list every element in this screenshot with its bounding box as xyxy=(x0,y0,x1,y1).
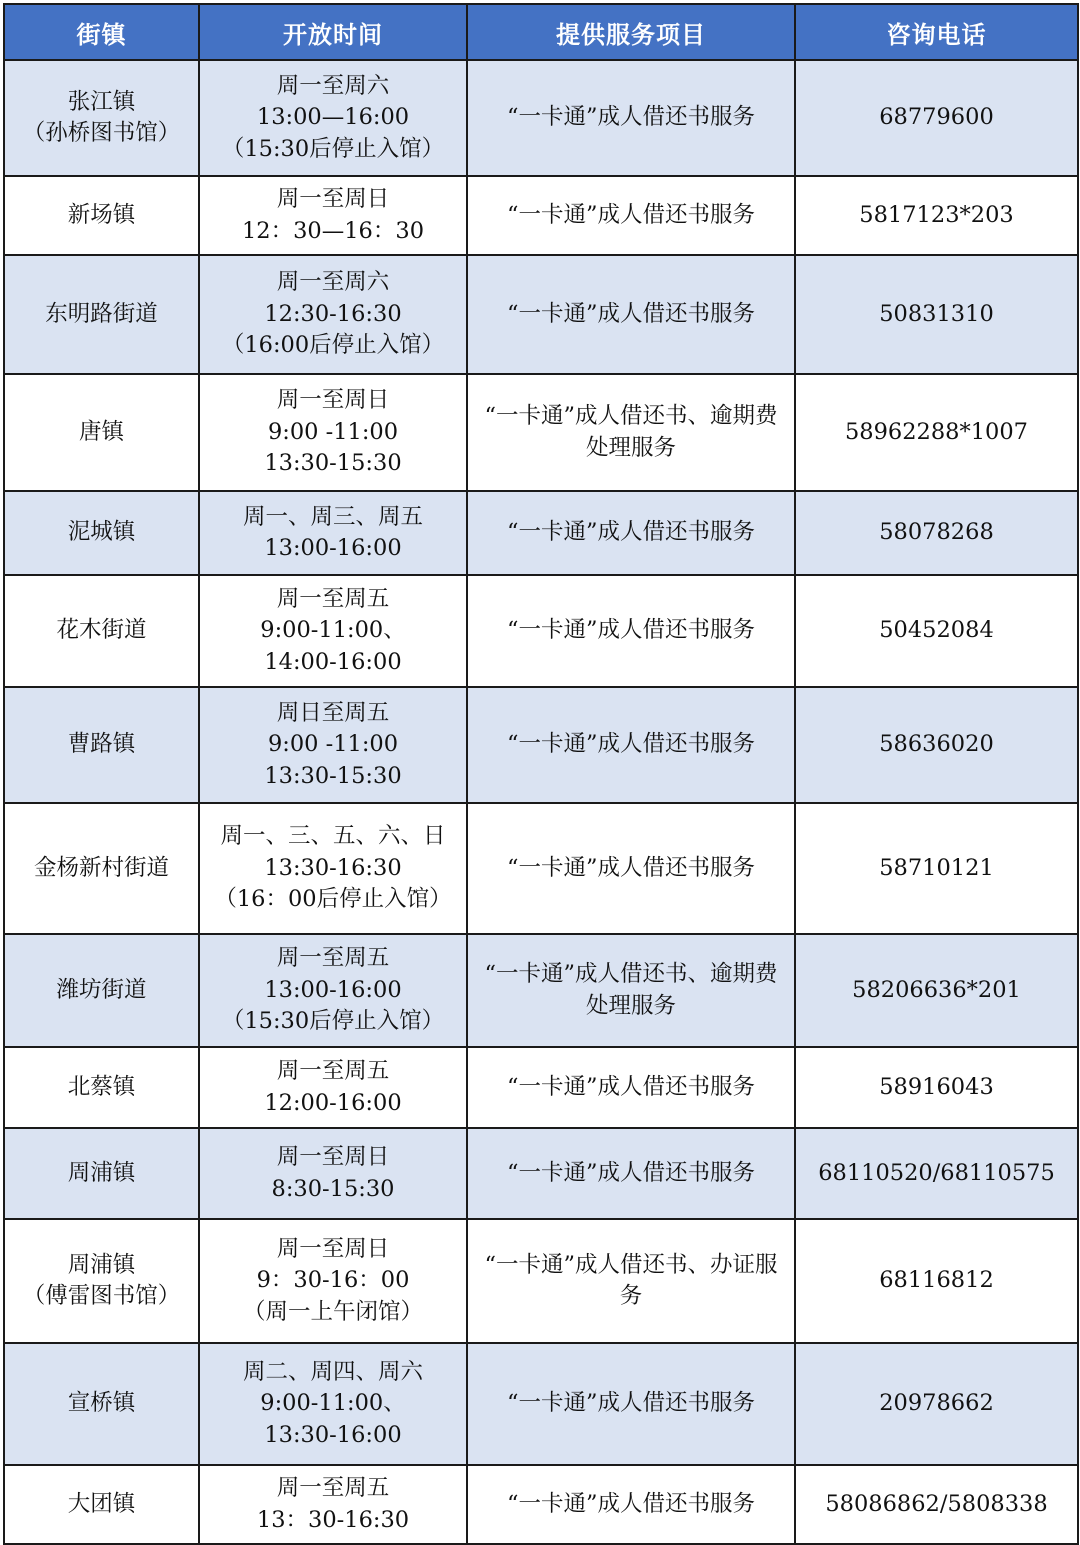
cell-service xyxy=(467,1465,795,1544)
town-line: （傅雷图书馆） xyxy=(22,1283,181,1309)
service-text: “一卡通”成人借还书服务 xyxy=(506,1159,755,1186)
cell-town xyxy=(4,687,199,803)
cell-town xyxy=(4,176,199,255)
cell-town xyxy=(4,803,199,934)
hours-line: 8:30-15:30 xyxy=(271,1175,395,1202)
library-hours-table-container xyxy=(3,3,1077,1545)
hours-line: 13:30-15:30 xyxy=(264,450,402,477)
table-row xyxy=(4,687,1078,803)
phone-number: 50831310 xyxy=(879,300,994,327)
town-line: 大团镇 xyxy=(67,1490,136,1517)
cell-town xyxy=(4,575,199,687)
service-text: “一卡通”成人借还书服务 xyxy=(506,1390,755,1417)
cell-phone xyxy=(795,803,1078,934)
cell-hours xyxy=(199,687,467,803)
service-text: “一卡通”成人借还书服务 xyxy=(506,104,755,131)
phone-number: 5817123*203 xyxy=(859,201,1014,228)
table-row xyxy=(4,1465,1078,1544)
cell-phone xyxy=(795,1219,1078,1343)
table-row xyxy=(4,1343,1078,1465)
hours-line: 9:00-11:00、 xyxy=(260,617,406,644)
cell-hours xyxy=(199,491,467,575)
phone-number: 58078268 xyxy=(879,519,994,546)
service-text: “一卡通”成人借还书服务 xyxy=(506,854,755,881)
town-line: 花木街道 xyxy=(56,617,147,644)
library-hours-table xyxy=(3,3,1079,1545)
cell-phone xyxy=(795,1343,1078,1465)
header-hours: 开放时间 xyxy=(199,4,467,60)
hours-line: 14:00-16:00 xyxy=(264,648,402,675)
hours-line: 周一至周五 xyxy=(276,585,390,612)
hours-line: 周一至周日 xyxy=(276,186,390,212)
phone-number: 58962288*1007 xyxy=(844,418,1029,445)
cell-town xyxy=(4,1465,199,1544)
phone-number: 58636020 xyxy=(879,731,994,758)
table-body xyxy=(4,60,1078,1544)
hours-line: （16:00后停止入馆） xyxy=(221,332,445,359)
cell-service xyxy=(467,1343,795,1465)
hours-line: 周一、三、五、六、日 xyxy=(220,823,446,850)
hours-line: 周一至周五 xyxy=(276,1058,390,1084)
hours-line: 周一至周日 xyxy=(276,1235,390,1262)
table-row xyxy=(4,491,1078,575)
table-header-row xyxy=(4,4,1078,60)
cell-hours xyxy=(199,575,467,687)
hours-line: 周一至周六 xyxy=(276,72,390,99)
hours-line: 13：30-16:30 xyxy=(256,1506,410,1533)
cell-service xyxy=(467,491,795,575)
cell-town xyxy=(4,60,199,176)
hours-line: 周一至周五 xyxy=(276,1475,390,1501)
cell-town xyxy=(4,1128,199,1219)
cell-town xyxy=(4,491,199,575)
hours-line: （15:30后停止入馆） xyxy=(221,1008,445,1035)
town-line: 金杨新村街道 xyxy=(33,854,169,881)
hours-line: 12:30-16:30 xyxy=(264,300,402,327)
service-text: “一卡通”成人借还书、逾期费处理服务 xyxy=(484,403,778,461)
town-line: 新场镇 xyxy=(67,201,136,228)
service-text: “一卡通”成人借还书、逾期费处理服务 xyxy=(484,961,778,1019)
cell-hours xyxy=(199,1128,467,1219)
hours-line: 13:30-15:30 xyxy=(264,762,402,789)
service-text: “一卡通”成人借还书服务 xyxy=(506,300,755,327)
cell-town xyxy=(4,255,199,374)
table-row xyxy=(4,934,1078,1047)
cell-hours xyxy=(199,1047,467,1128)
cell-hours xyxy=(199,1465,467,1544)
cell-service xyxy=(467,176,795,255)
cell-phone xyxy=(795,60,1078,176)
cell-hours xyxy=(199,1343,467,1465)
hours-line: 周一至周五 xyxy=(276,945,390,972)
cell-town xyxy=(4,374,199,491)
header-town: 街镇 xyxy=(4,4,199,60)
cell-phone xyxy=(795,176,1078,255)
hours-line: 9：30-16：00 xyxy=(256,1267,410,1294)
town-line: 曹路镇 xyxy=(67,731,136,758)
cell-service xyxy=(467,1219,795,1343)
hours-line: 12:00-16:00 xyxy=(264,1089,402,1116)
phone-number: 58916043 xyxy=(879,1073,994,1100)
table-row xyxy=(4,60,1078,176)
hours-line: 周日至周五 xyxy=(276,699,390,726)
town-line: 周浦镇 xyxy=(67,1251,136,1278)
table-row xyxy=(4,1219,1078,1343)
cell-phone xyxy=(795,1465,1078,1544)
service-text: “一卡通”成人借还书服务 xyxy=(506,731,755,758)
cell-town xyxy=(4,1219,199,1343)
table-row xyxy=(4,575,1078,687)
cell-phone xyxy=(795,374,1078,491)
hours-line: 周一至周日 xyxy=(276,1144,390,1170)
town-line: 周浦镇 xyxy=(67,1159,136,1186)
cell-hours xyxy=(199,934,467,1047)
service-text: “一卡通”成人借还书服务 xyxy=(506,1490,755,1517)
cell-service xyxy=(467,934,795,1047)
cell-phone xyxy=(795,575,1078,687)
phone-number: 58206636*201 xyxy=(852,976,1021,1003)
cell-phone xyxy=(795,1047,1078,1128)
phone-number: 50452084 xyxy=(879,617,994,644)
hours-line: 13:30-16:30 xyxy=(264,854,402,881)
phone-number: 68116812 xyxy=(879,1267,994,1294)
cell-town xyxy=(4,1343,199,1465)
table-row xyxy=(4,176,1078,255)
hours-line: （16：00后停止入馆） xyxy=(214,886,452,913)
town-line: 北蔡镇 xyxy=(67,1073,136,1100)
hours-line: 12：30—16：30 xyxy=(241,217,425,244)
cell-service xyxy=(467,803,795,934)
town-line: 宣桥镇 xyxy=(67,1390,136,1417)
cell-phone xyxy=(795,687,1078,803)
table-row xyxy=(4,255,1078,374)
service-text: “一卡通”成人借还书服务 xyxy=(506,1073,755,1100)
hours-line: （周一上午闭馆） xyxy=(242,1298,423,1325)
cell-hours xyxy=(199,374,467,491)
town-line: 张江镇 xyxy=(67,88,136,115)
header-phone: 咨询电话 xyxy=(795,4,1078,60)
cell-phone xyxy=(795,491,1078,575)
hours-line: 9:00 -11:00 xyxy=(267,731,399,758)
town-line: （孙桥图书馆） xyxy=(22,120,181,146)
hours-line: 周一至周六 xyxy=(276,269,390,296)
service-text: “一卡通”成人借还书、办证服务 xyxy=(484,1251,778,1309)
hours-line: 周一、周三、周五 xyxy=(242,503,423,530)
cell-hours xyxy=(199,255,467,374)
cell-service xyxy=(467,575,795,687)
cell-hours xyxy=(199,803,467,934)
table-row xyxy=(4,803,1078,934)
hours-line: 周一至周日 xyxy=(276,387,390,414)
cell-phone xyxy=(795,934,1078,1047)
cell-phone xyxy=(795,255,1078,374)
phone-number: 58710121 xyxy=(879,854,994,881)
service-text: “一卡通”成人借还书服务 xyxy=(506,519,755,546)
cell-hours xyxy=(199,1219,467,1343)
cell-phone xyxy=(795,1128,1078,1219)
cell-hours xyxy=(199,176,467,255)
town-line: 东明路街道 xyxy=(45,300,158,327)
cell-service xyxy=(467,60,795,176)
table-row xyxy=(4,1128,1078,1219)
hours-line: 13:30-16:00 xyxy=(264,1421,402,1448)
hours-line: （15:30后停止入馆） xyxy=(221,135,445,162)
phone-number: 68110520/68110575 xyxy=(818,1159,1055,1186)
phone-number: 68779600 xyxy=(879,104,994,131)
hours-line: 13:00—16:00 xyxy=(256,104,410,131)
phone-number: 58086862/5808338 xyxy=(825,1490,1048,1517)
hours-line: 周二、周四、周六 xyxy=(242,1358,423,1385)
cell-service xyxy=(467,255,795,374)
hours-line: 9:00 -11:00 xyxy=(267,418,399,445)
town-line: 泥城镇 xyxy=(67,519,136,546)
cell-service xyxy=(467,1047,795,1128)
table-row xyxy=(4,374,1078,491)
service-text: “一卡通”成人借还书服务 xyxy=(506,617,755,644)
hours-line: 13:00-16:00 xyxy=(264,535,402,561)
cell-service xyxy=(467,1128,795,1219)
cell-town xyxy=(4,1047,199,1128)
cell-service xyxy=(467,374,795,491)
town-line: 唐镇 xyxy=(78,418,124,445)
header-service: 提供服务项目 xyxy=(467,4,795,60)
hours-line: 13:00-16:00 xyxy=(264,976,402,1003)
cell-hours xyxy=(199,60,467,176)
service-text: “一卡通”成人借还书服务 xyxy=(506,201,755,228)
phone-number: 20978662 xyxy=(879,1390,994,1417)
town-line: 潍坊街道 xyxy=(56,976,147,1003)
cell-service xyxy=(467,687,795,803)
table-row xyxy=(4,1047,1078,1128)
hours-line: 9:00-11:00、 xyxy=(260,1390,406,1417)
cell-town xyxy=(4,934,199,1047)
